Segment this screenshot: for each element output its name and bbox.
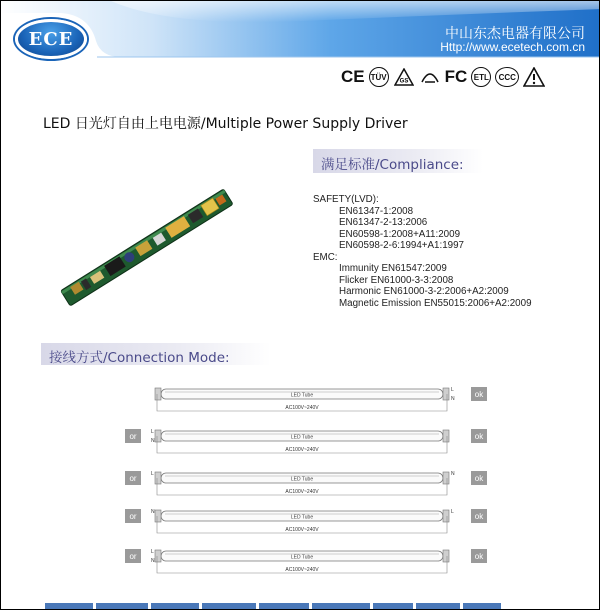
footer-tab (202, 603, 256, 610)
fcc-mark-icon: FC (444, 67, 468, 86)
page-title: LED 日光灯自由上电电源/Multiple Power Supply Driver (43, 116, 408, 132)
etl-mark-icon: ETL (471, 67, 491, 87)
safety-label: SAFETY(LVD): (313, 194, 379, 205)
safety-standard: EN61347-1:2008 (339, 205, 414, 217)
left-pin-1-label: N (151, 509, 155, 515)
tube-end-cap (155, 430, 161, 442)
svg-text:GS: GS (399, 78, 408, 85)
wiring-diagram (1, 377, 600, 593)
tube-end-cap (443, 472, 449, 484)
gs-triangle-mark-icon (393, 67, 415, 87)
ok-badge-label: ok (474, 512, 484, 521)
voltage-label: AC100V~240V (285, 405, 319, 411)
footer-tab (96, 603, 148, 610)
voltage-label: AC100V~240V (285, 527, 319, 533)
tube-end-cap (443, 430, 449, 442)
safety-standard: EN60598-2-6:1994+A1:1997 (339, 240, 465, 251)
right-pin-1-label: L (451, 387, 454, 393)
header-band (1, 1, 600, 63)
tube-end-cap (155, 388, 161, 400)
tube-label: LED Tube (290, 514, 314, 521)
tube-end-cap (443, 550, 449, 562)
ok-badge-label: ok (474, 552, 484, 561)
company-name: 中山东杰电器有限公司 (445, 26, 585, 42)
tube-label: LED Tube (290, 392, 314, 399)
left-pin-1-label: L (151, 471, 154, 477)
company-url[interactable]: Http://www.ecetech.com.cn (440, 40, 585, 54)
compliance-heading: 满足标准/Compliance: (313, 149, 483, 173)
left-pin-2-label: N (151, 558, 155, 564)
left-pin-1-label: L (151, 429, 154, 435)
emc-standard: Flicker EN61000-3-3:2008 (339, 274, 454, 286)
ok-badge-label: ok (474, 432, 484, 441)
left-pin-1-label: L (151, 549, 154, 555)
tuv-mark-icon: TÜV (369, 67, 389, 87)
ce-mark-icon: CE (341, 67, 365, 86)
tube-end-cap (155, 472, 161, 484)
safety-standard: EN60598-1:2008+A11:2009 (339, 228, 461, 240)
or-badge-label: or (129, 512, 137, 521)
safety-standard: EN61347-2-13:2006 (339, 217, 428, 228)
driver-board-image (57, 179, 235, 317)
emc-standard: Immunity EN61547:2009 (339, 263, 447, 274)
certification-marks (341, 65, 581, 89)
or-badge-label: or (129, 474, 137, 483)
emc-standard: Harmonic EN61000-3-2:2006+A2:2009 (339, 286, 509, 297)
footer-tab (373, 603, 413, 610)
connection-heading: 接线方式/Connection Mode: (41, 343, 271, 365)
warning-triangle-icon (523, 67, 545, 87)
footer-tab (259, 603, 309, 610)
or-badge-label: or (129, 432, 137, 441)
footer-tab (416, 603, 460, 610)
tube-label: LED Tube (290, 434, 314, 441)
footer-tab (151, 603, 199, 610)
footer-tab (312, 603, 370, 610)
tube-end-cap (443, 388, 449, 400)
tube-label: LED Tube (290, 476, 314, 483)
tube-end-cap (155, 550, 161, 562)
left-pin-2-label: N (151, 438, 155, 444)
voltage-label: AC100V~240V (285, 489, 319, 495)
or-badge-label: or (129, 552, 137, 561)
emc-standard: Magnetic Emission EN55015:2006+A2:2009 (339, 297, 532, 309)
saa-mark-icon (419, 67, 441, 87)
footer-tab (463, 603, 501, 610)
emc-label: EMC: (313, 251, 338, 263)
voltage-label: AC100V~240V (285, 567, 319, 573)
right-pin-1-label: L (451, 509, 454, 515)
logo-text: ECE (28, 28, 74, 50)
right-pin-1-label: N (451, 471, 455, 477)
ok-badge-label: ok (474, 474, 484, 483)
ece-logo (15, 19, 87, 59)
tube-end-cap (155, 510, 161, 522)
footer-tab (45, 603, 93, 610)
compliance-list (313, 194, 532, 309)
right-pin-2-label: N (451, 396, 455, 402)
footer-tabs (1, 603, 600, 610)
voltage-label: AC100V~240V (285, 447, 319, 453)
ccc-mark-icon: CCC (495, 67, 519, 87)
tube-end-cap (443, 510, 449, 522)
tube-label: LED Tube (290, 554, 314, 561)
ok-badge-label: ok (474, 390, 484, 399)
